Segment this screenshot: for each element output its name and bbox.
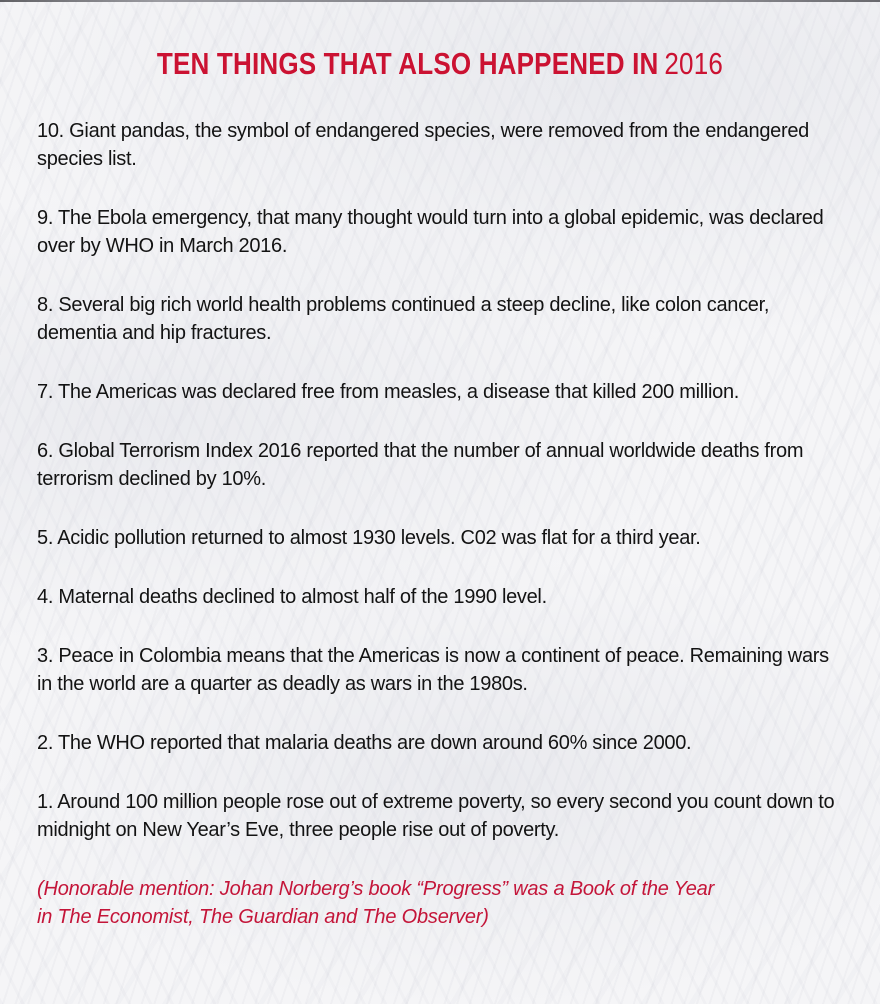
item-text: The Ebola emergency, that many thought would turn into a global epidemic, was declared over by WHO in March 2016. (37, 207, 824, 257)
list-item-3 (37, 642, 843, 698)
item-text: Acidic pollution returned to almost 1930 levels. C02 was flat for a third year. (57, 527, 701, 549)
footnote-line-2: in The Economist, The Guardian and The Observer) (37, 906, 489, 928)
item-text: The WHO reported that malaria deaths are down around 60% since 2000. (58, 732, 692, 754)
item-text: Peace in Colombia means that the Americas is now a continent of peace. Remaining wars in the world are a quarter as deadly as wars in the 1980s. (37, 645, 829, 695)
item-text: The Americas was declared free from measles, a disease that killed 200 million. (58, 381, 740, 403)
item-number: 9. (37, 207, 54, 229)
item-text: Several big rich world health problems continued a steep decline, like colon cancer, dementia and hip fractures. (37, 294, 770, 344)
item-text: Global Terrorism Index 2016 reported that the number of annual worldwide deaths from terrorism declined by 10%. (37, 440, 804, 490)
item-number: 2. (37, 732, 54, 754)
page-title (37, 0, 843, 82)
item-number: 6. (37, 440, 54, 462)
list-item-7 (37, 378, 843, 406)
list-item-8 (37, 291, 843, 347)
item-text: Maternal deaths declined to almost half of the 1990 level. (58, 586, 547, 608)
item-number: 5. (37, 527, 54, 549)
list-item-1 (37, 788, 843, 844)
list-item-10 (37, 117, 843, 173)
list-item-9 (37, 204, 843, 260)
honorable-mention-note (37, 875, 843, 931)
page-title-inner (157, 46, 723, 82)
list-item-4 (37, 583, 843, 611)
title-year: 2016 (664, 46, 724, 81)
list-item-6 (37, 437, 843, 493)
footnote-line-1: (Honorable mention: Johan Norberg’s book “Progress” was a Book of the Year (37, 878, 715, 900)
item-number: 1. (37, 791, 54, 813)
item-number: 3. (37, 645, 54, 667)
item-number: 7. (37, 381, 54, 403)
item-number: 10. (37, 120, 64, 142)
item-text: Around 100 million people rose out of extreme poverty, so every second you count down to midnight on New Year’s Eve, three people rise out of poverty. (37, 791, 835, 841)
list-item-2 (37, 729, 843, 757)
item-number: 4. (37, 586, 54, 608)
list-item-5 (37, 524, 843, 552)
title-main-text: TEN THINGS THAT ALSO HAPPENED IN (156, 46, 659, 81)
things-list (37, 117, 843, 844)
item-number: 8. (37, 294, 54, 316)
item-text: Giant pandas, the symbol of endangered species, were removed from the endangered species list. (37, 120, 809, 170)
